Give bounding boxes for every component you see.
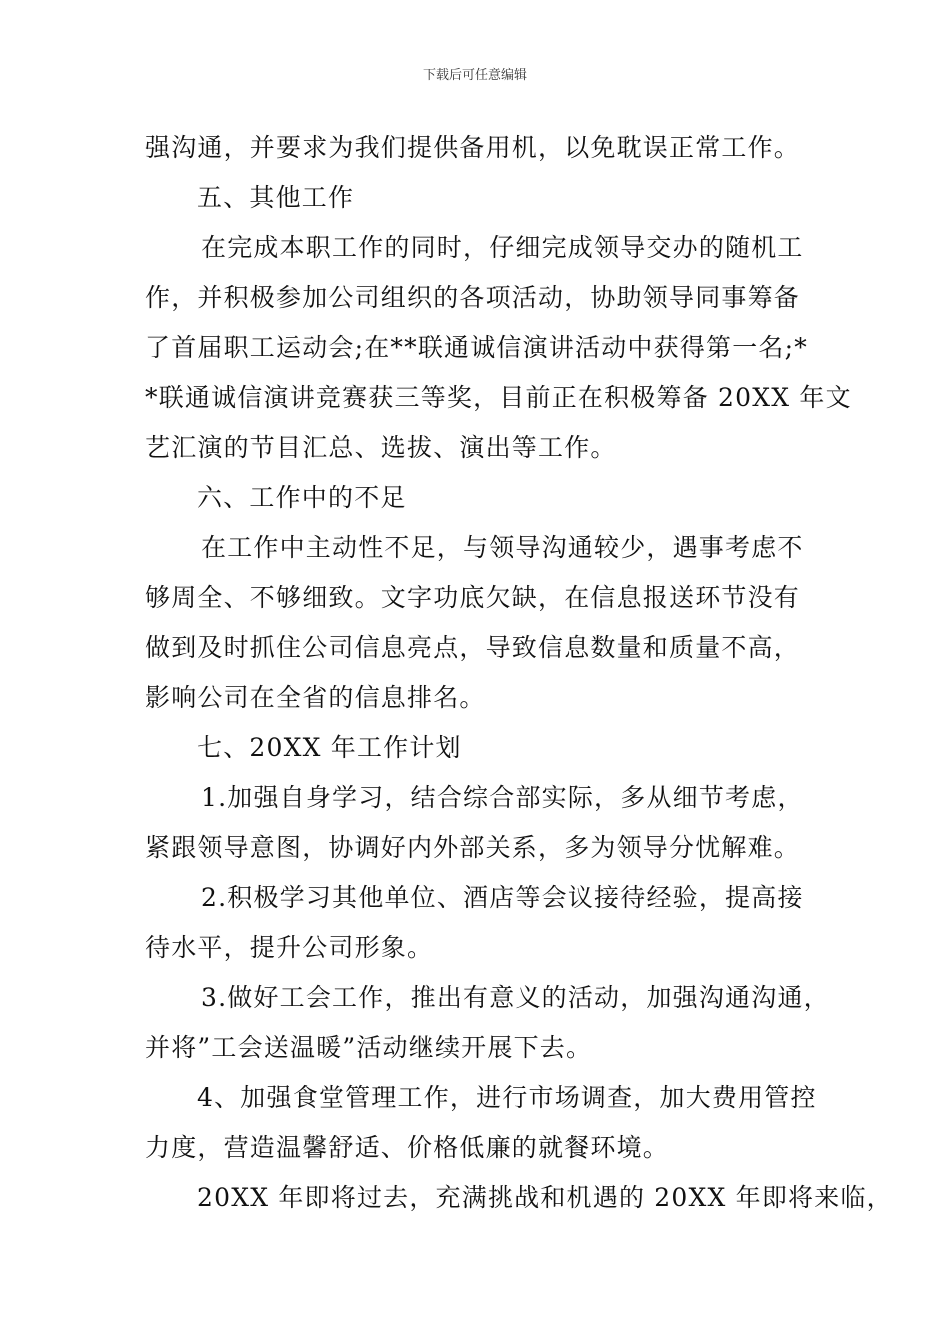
body-line: 并将”工会送温暖”活动继续开展下去。 (145, 1033, 593, 1062)
body-line: 待水平，提升公司形象。 (145, 933, 434, 962)
body-line: 够周全、不够细致。文字功底欠缺，在信息报送环节没有 (145, 583, 801, 612)
section-heading: 六、工作中的不足 (197, 483, 407, 512)
body-line: *联通诚信演讲竞赛获三等奖，目前正在积极筹备 20XX 年文 (145, 383, 852, 412)
body-line: 作，并积极参加公司组织的各项活动，协助领导同事筹备 (145, 283, 801, 312)
paragraph-first-line: 20XX 年即将过去，充满挑战和机遇的 20XX 年即将来临， (197, 1183, 893, 1212)
list-item-first-line: 4、加强食堂管理工作，进行市场调查，加大费用管控 (197, 1083, 817, 1112)
body-line: 艺汇演的节目汇总、选拔、演出等工作。 (145, 433, 617, 462)
body-line: 紧跟领导意图，协调好内外部关系，多为领导分忧解难。 (145, 833, 801, 862)
section-heading: 七、20XX 年工作计划 (197, 733, 462, 762)
body-line: 强沟通，并要求为我们提供备用机，以免耽误正常工作。 (145, 133, 801, 162)
list-item-first-line: 2.积极学习其他单位、酒店等会议接待经验，提高接 (201, 883, 804, 912)
list-item-first-line: 3.做好工会工作，推出有意义的活动，加强沟通沟通， (201, 983, 830, 1012)
body-line: 了首届职工运动会;在**联通诚信演讲活动中获得第一名;* (145, 333, 808, 362)
page-header: 下载后可任意编辑 (422, 68, 527, 83)
list-item-first-line: 1.加强自身学习，结合综合部实际，多从细节考虑， (201, 783, 804, 812)
paragraph-first-line: 在工作中主动性不足，与领导沟通较少，遇事考虑不 (201, 533, 804, 562)
body-line: 影响公司在全省的信息排名。 (145, 683, 486, 712)
body-line: 做到及时抓住公司信息亮点，导致信息数量和质量不高， (145, 633, 801, 662)
section-heading: 五、其他工作 (197, 183, 355, 212)
paragraph-first-line: 在完成本职工作的同时，仔细完成领导交办的随机工 (201, 233, 804, 262)
body-line: 力度，营造温馨舒适、价格低廉的就餐环境。 (145, 1133, 670, 1162)
